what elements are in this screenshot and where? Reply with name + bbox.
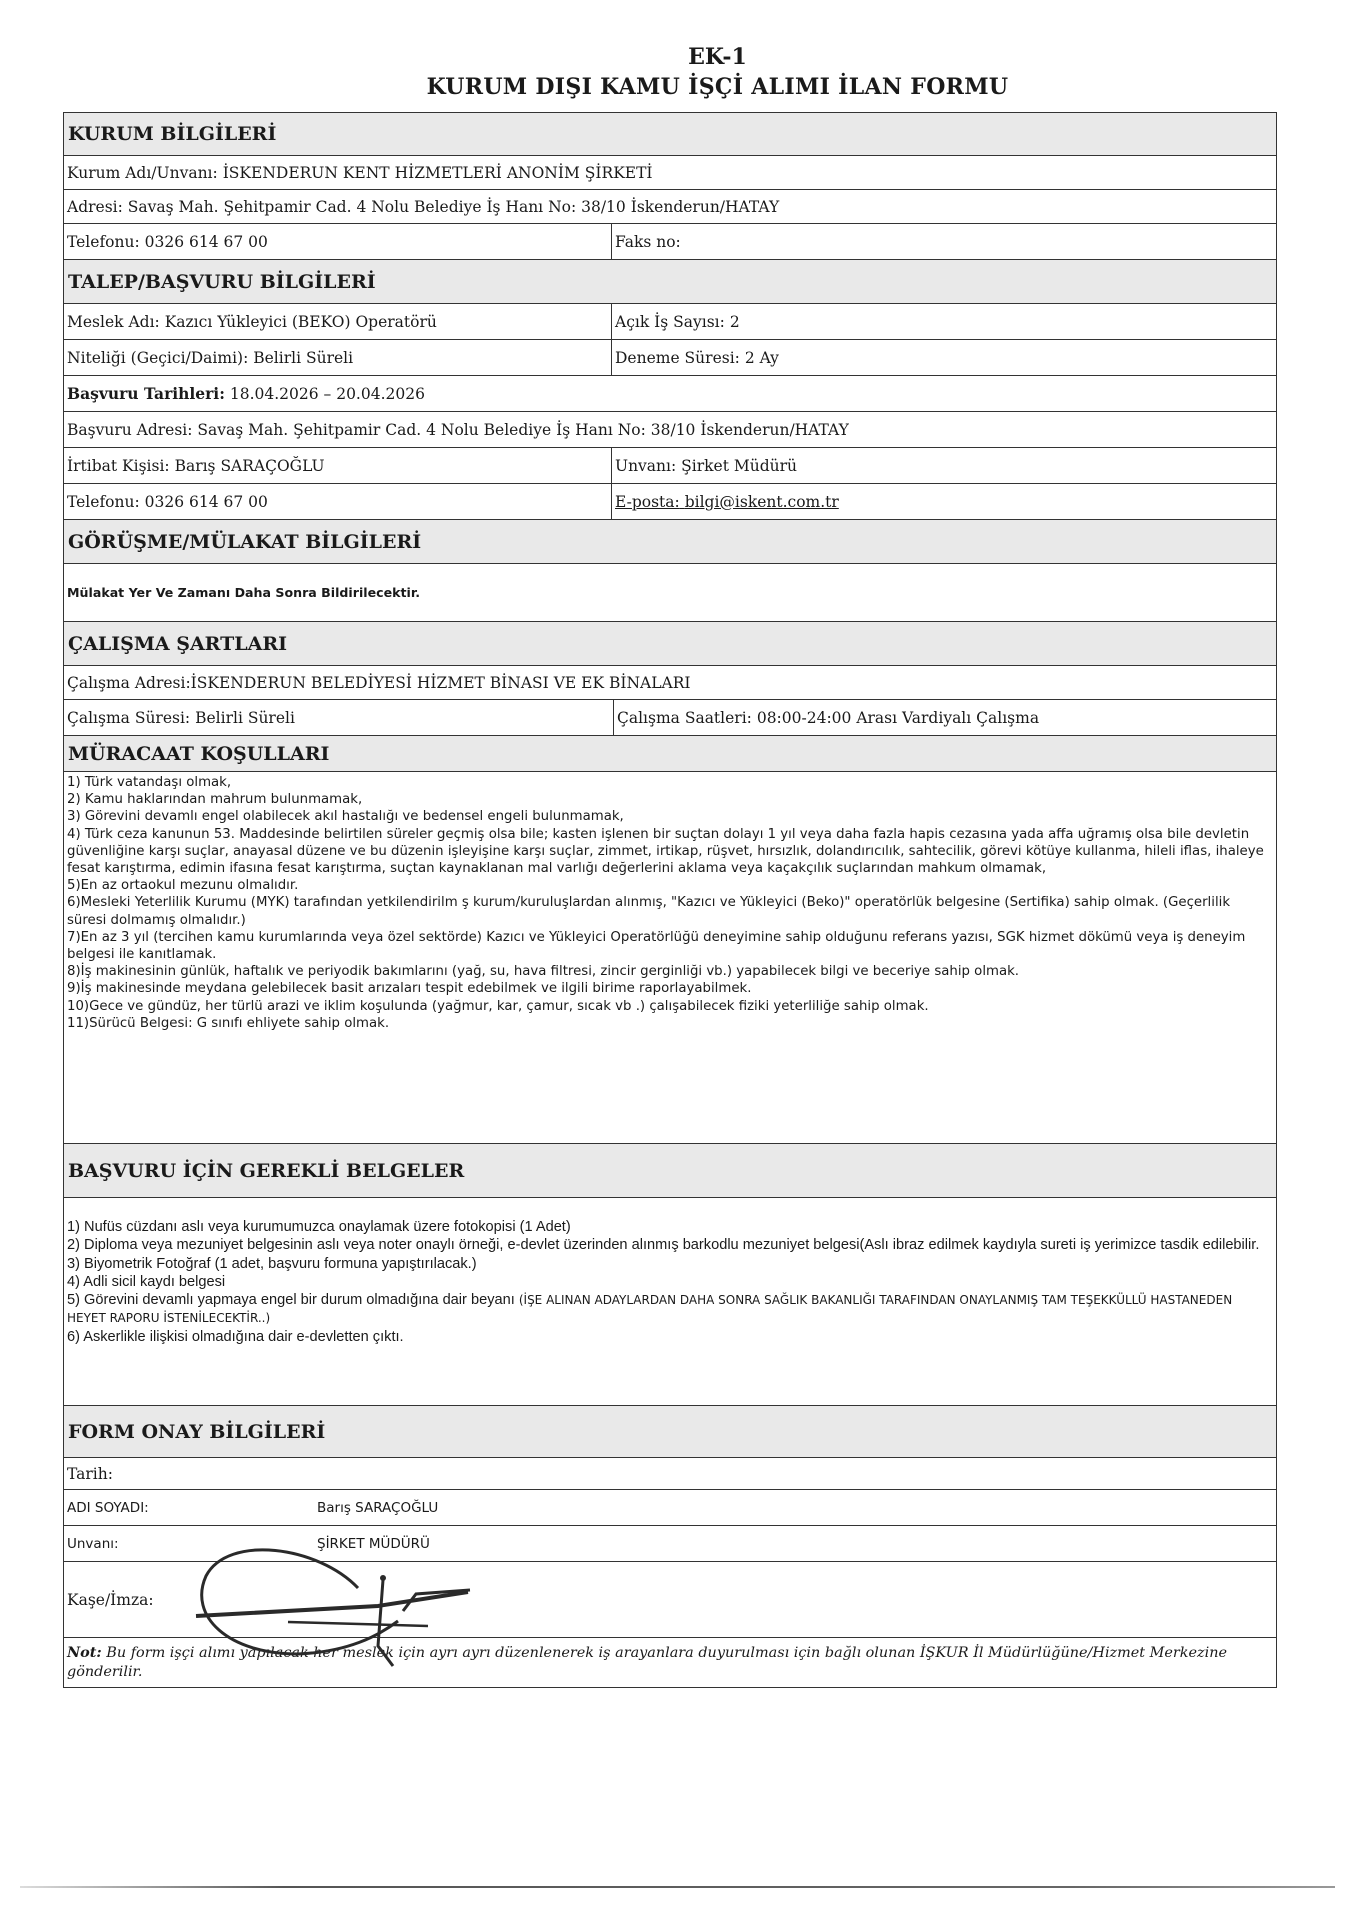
kurum-address-field [64,190,1276,224]
talep-telefon-field [64,484,612,519]
kurum-name-value: İSKENDERUN KENT HİZMETLERİ ANONİM ŞİRKETİ [222,163,653,182]
page-edge-line [20,1886,1335,1888]
section-header-onay: FORM ONAY BİLGİLERİ [64,1406,1276,1458]
deneme-label: Deneme Süresi: [615,348,740,367]
section-header-calisma: ÇALIŞMA ŞARTLARI [64,622,1276,666]
calisma-sure-label: Çalışma Süresi: [67,708,191,727]
acik-is-label: Açık İş Sayısı: [615,312,725,331]
irtibat-unvan-value: Şirket Müdürü [681,456,798,475]
form-title: KURUM DIŞI KAMU İŞÇİ ALIMI İLAN FORMU [426,74,1009,100]
kurum-name-field [64,156,1276,190]
nitelik-value: Belirli Süreli [253,348,354,367]
note-label: Not: [67,1644,102,1661]
onay-adsoyad-value: Barış SARAÇOĞLU [317,1499,439,1516]
section-header-kurum: KURUM BİLGİLERİ [64,112,1276,156]
calisma-adres-field [64,666,1276,700]
section-header-talep: TALEP/BAŞVURU BİLGİLERİ [64,260,1276,304]
kurum-phone-label: Telefonu: [67,232,140,251]
calisma-saat-field [614,701,1276,735]
note-text: Bu form işçi alımı yapılacak her meslek için ayrı ayrı düzenlenerek iş arayanlara duyurulması için bağlı olunan İŞKUR İl Müdürlüğüne/Hizmet Merkezine gönderilir. [67,1645,1227,1680]
talep-telefon-label: Telefonu: [67,492,140,511]
basvuru-tarih-value: 18.04.2026 – 20.04.2026 [229,384,425,403]
belge-item-5-note: (İŞE ALINAN ADAYLARDAN DAHA SONRA SAĞLIK BAKANLIĞI TARAFINDAN ONAYLANMIŞ TAM TEŞEKKÜLLÜ HASTANEDEN HEYET RAPORU İSTENİLECEKTİR..) [67,1293,1233,1326]
mulakat-info: Mülakat Yer Ve Zamanı Daha Sonra Bildirilecektir. [64,564,1276,622]
belge-item: 6) Askerlikle ilişkisi olmadığına dair e-devletten çıktı. [67,1328,404,1345]
meslek-field [64,304,612,339]
muracaat-item: 10)Gece ve gündüz, her türlü arazi ve iklim koşulunda (yağmur, kar, çamur, sıcak vb .) çalışabilecek fiziki yeterliliğe sahip olmak. [67,998,929,1014]
onay-imza-field [64,1562,1276,1638]
calisma-sure-field [64,700,614,735]
nitelik-field [64,340,612,375]
basvuru-adres-value: Savaş Mah. Şehitpamir Cad. 4 Nolu Belediye İş Hanı No: 38/10 İskenderun/HATAY [197,420,849,439]
calisma-row-2 [64,700,1276,736]
onay-adsoyad-field [64,1490,1276,1526]
talep-row-1 [64,304,1276,340]
meslek-label: Meslek Adı: [67,312,160,331]
belge-item: 3) Biyometrik Fotoğraf (1 adet, başvuru formuna yapıştırılacak.) [67,1255,477,1272]
kurum-fax-field [612,225,1276,259]
announcement-form [63,112,1277,1688]
section-header-muracaat: MÜRACAAT KOŞULLARI [64,736,1276,772]
calisma-saat-label: Çalışma Saatleri: [617,708,752,727]
acik-is-field [612,305,1276,339]
document-header [0,44,1345,100]
calisma-adres-label: Çalışma Adresi: [67,673,191,692]
irtibat-unvan-label: Unvanı: [615,456,677,475]
belge-item-5-main: 5) Görevini devamlı yapmaya engel bir durum olmadığına dair beyanı [67,1292,519,1309]
meslek-value: Kazıcı Yükleyici (BEKO) Operatörü [164,312,437,331]
muracaat-list [64,772,1276,1144]
belgeler-list [64,1198,1276,1406]
calisma-adres-value: İSKENDERUN BELEDİYESİ HİZMET BİNASI VE EK BİNALARI [190,673,691,692]
muracaat-item: 8)İş makinesinin günlük, haftalık ve periyodik bakımlarını (yağ, su, hava filtresi, zincir gerginliği vb.) yapabilecek bilgi ve beceriye sahip olmak. [67,964,1020,980]
deneme-field [612,341,1276,375]
muracaat-item: 11)Sürücü Belgesi: G sınıfı ehliyete sahip olmak. [67,1015,390,1031]
eposta-link[interactable]: bilgi@iskent.com.tr [684,492,839,511]
irtibat-field [64,448,612,483]
section-header-gorusme: GÖRÜŞME/MÜLAKAT BİLGİLERİ [64,520,1276,564]
kurum-contact-row [64,224,1276,260]
irtibat-unvan-field [612,449,1276,483]
belge-item: 1) Nufüs cüzdanı aslı veya kurumumuzca onaylamak üzere fotokopisi (1 Adet) [67,1219,571,1235]
onay-tarih-field [64,1458,1276,1490]
muracaat-item: 7)En az 3 yıl (tercihen kamu kurumlarında veya özel sektörde) Kazıcı ve Yükleyici Operatörlüğü deneyimine sahip olduğunu referans yazısı, SGK hizmet dökümü veya iş deneyim belgesi ile kanıtlamak. [67,929,1246,963]
calisma-saat-value: 08:00-24:00 Arası Vardiyalı Çalışma [756,708,1040,727]
nitelik-label: Niteliği (Geçici/Daimi): [67,348,249,367]
belge-item: 2) Diploma veya mezuniyet belgesinin aslı veya noter onaylı örneği, e-devlet üzerinden alınmış barkodlu mezuniyet belgesi(Aslı ibraz edilmek kaydıyla sureti iş yerimizce tasdik edilebilir. [67,1237,1260,1254]
deneme-value: 2 Ay [744,348,779,367]
muracaat-item: 5)En az ortaokul mezunu olmalıdır. [67,878,299,894]
onay-tarih-label: Tarih: [67,1464,113,1483]
acik-is-value: 2 [729,312,740,331]
talep-row-2 [64,340,1276,376]
belge-item: 4) Adli sicil kaydı belgesi [67,1273,226,1290]
onay-unvan-label: Unvanı: [67,1535,119,1552]
talep-row-telefon [64,484,1276,520]
kurum-fax-label: Faks no: [615,232,681,251]
kurum-name-label: Kurum Adı/Unvanı: [67,163,218,182]
kurum-address-value: Savaş Mah. Şehitpamir Cad. 4 Nolu Belediye İş Hanı No: 38/10 İskenderun/HATAY [127,197,780,216]
basvuru-adres-label: Başvuru Adresi: [67,420,193,439]
talep-telefon-value: 0326 614 67 00 [144,492,268,511]
section-header-belgeler: BAŞVURU İÇİN GEREKLİ BELGELER [64,1144,1276,1198]
onay-imza-label: Kaşe/İmza: [67,1590,154,1609]
irtibat-label: İrtibat Kişisi: [67,456,170,475]
signature-icon [188,1526,488,1676]
muracaat-item: 9)İş makinesinde meydana gelebilecek basit arızaları tespit edebilmek ve ilgili birime raporlayabilmek. [67,981,752,997]
annex-label: EK-1 [688,44,747,70]
basvuru-adres-field [64,412,1276,448]
talep-row-irtibat [64,448,1276,484]
eposta-label: E-posta: [615,492,680,511]
eposta-field [612,485,1276,519]
basvuru-tarih-field [64,376,1276,412]
muracaat-item: 6)Mesleki Yeterlilik Kurumu (MYK) tarafından yetkilendirilm ş kurum/kuruluşlardan alınmış, "Kazıcı ve Yükleyici (Beko)" operatörlük belgesine (Sertifika) sahip olmak. (Geçerlilik süresi dolmamış olmalıdır.) [67,895,1231,928]
onay-adsoyad-label: ADI SOYADI: [67,1499,149,1516]
basvuru-tarih-label: Başvuru Tarihleri: [67,384,225,403]
calisma-sure-value: Belirli Süreli [195,708,295,727]
kurum-phone-value: 0326 614 67 00 [144,232,268,251]
belge-item [67,1291,1273,1328]
muracaat-item: 2) Kamu haklarından mahrum bulunmamak, [67,792,363,808]
muracaat-item: 3) Görevini devamlı engel olabilecek akıl hastalığı ve bedensel engeli bulunmamak, [67,809,624,825]
muracaat-item: 1) Türk vatandaşı olmak, [67,775,232,790]
muracaat-item: 4) Türk ceza kanunun 53. Maddesinde belirtilen süreler geçmiş olsa bile; kasten işlenen bir suçtan dolayı 1 yıl veya daha fazla hapis cezasına yada affa uğramış olsa bile devletin güvenliğine karşı suçlar, anayasal düzene ve bu düzenin işleyişine karşı suçlar, zimmet, irtikap, rüşvet, hırsızlık, dolandırıcılık, sahtecilik, görevi kötüye kullanma, hileli iflas, ihaleye fesat karıştırma, edimin ifasına fesat karıştırma, suçtan kaynaklanan mal varlığı değerlerini aklama veya kaçakçılık suçlarından mahkum olmamak, [67,826,1264,877]
onay-unvan-value: ŞİRKET MÜDÜRÜ [317,1535,430,1552]
irtibat-value: Barış SARAÇOĞLU [174,456,325,475]
kurum-phone-field [64,224,612,259]
kurum-address-label: Adresi: [67,197,123,216]
